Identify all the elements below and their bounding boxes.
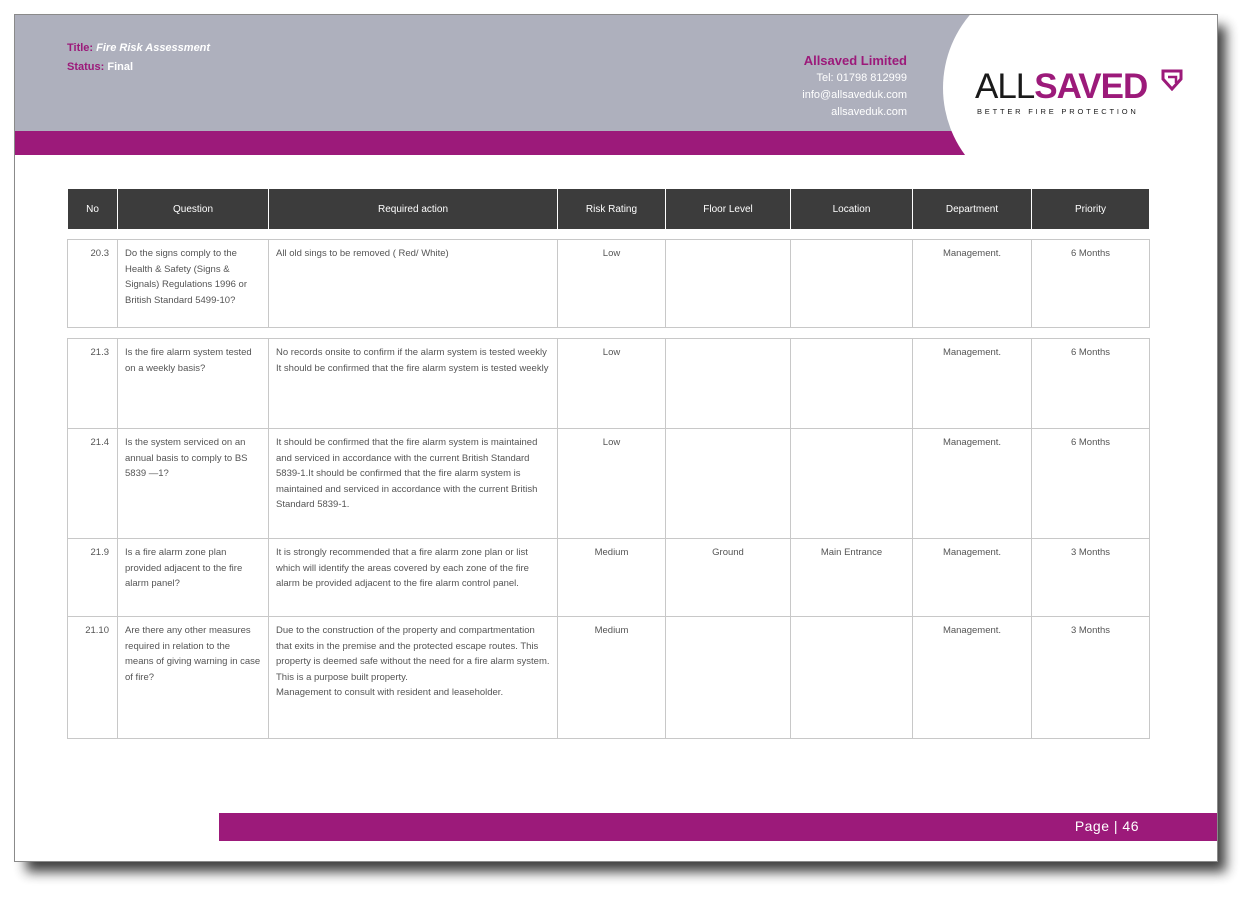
title-label: Title: bbox=[67, 42, 94, 54]
footer-bar bbox=[219, 813, 1217, 841]
cell-question: Is the fire alarm system tested on a weekly basis? bbox=[118, 339, 269, 429]
document-page bbox=[14, 14, 1218, 862]
cell-risk: Low bbox=[558, 240, 666, 328]
cell-question: Is the system serviced on an annual basis to comply to BS 5839 —1? bbox=[118, 429, 269, 539]
table-row bbox=[68, 617, 1150, 739]
status-line bbox=[67, 58, 210, 77]
cell-floor: Ground bbox=[666, 539, 791, 617]
cell-floor bbox=[666, 617, 791, 739]
cell-risk: Medium bbox=[558, 539, 666, 617]
company-contact bbox=[802, 51, 907, 121]
table-row bbox=[68, 339, 1150, 429]
cell-action: Due to the construction of the property and compartmentation that exits in the premise and the protected escape routes. This property is deemed safe without the need for a fire alarm system. This is a purpose built property. Management to consult with resident and leaseholder. bbox=[269, 617, 558, 739]
title-line bbox=[67, 39, 210, 58]
cell-location: Main Entrance bbox=[791, 539, 913, 617]
logo-word-saved: SAVED bbox=[1034, 67, 1148, 106]
cell-floor bbox=[666, 429, 791, 539]
action-table-wrapper bbox=[67, 189, 1149, 739]
company-tel: Tel: 01798 812999 bbox=[816, 72, 907, 84]
cell-location bbox=[791, 429, 913, 539]
column-header: Priority bbox=[1032, 189, 1150, 229]
table-spacer bbox=[68, 328, 1150, 339]
cell-risk: Low bbox=[558, 339, 666, 429]
column-header: Question bbox=[118, 189, 269, 229]
spacer-cell bbox=[68, 328, 1150, 339]
cell-department: Management. bbox=[913, 617, 1032, 739]
table-row bbox=[68, 429, 1150, 539]
cell-department: Management. bbox=[913, 240, 1032, 328]
cell-no: 21.10 bbox=[68, 617, 118, 739]
cell-priority: 3 Months bbox=[1032, 617, 1150, 739]
cell-priority: 6 Months bbox=[1032, 240, 1150, 328]
cell-action: All old sings to be removed ( Red/ White) bbox=[269, 240, 558, 328]
cell-floor bbox=[666, 240, 791, 328]
cell-risk: Low bbox=[558, 429, 666, 539]
spacer-cell bbox=[68, 229, 1150, 240]
cell-no: 21.4 bbox=[68, 429, 118, 539]
cell-action: No records onsite to confirm if the alarm system is tested weekly It should be confirmed that the fire alarm system is tested weekly bbox=[269, 339, 558, 429]
cell-department: Management. bbox=[913, 339, 1032, 429]
column-header: Department bbox=[913, 189, 1032, 229]
page-number: Page | 46 bbox=[1074, 818, 1139, 834]
cell-priority: 6 Months bbox=[1032, 429, 1150, 539]
action-table bbox=[67, 189, 1150, 739]
cell-no: 21.9 bbox=[68, 539, 118, 617]
table-row bbox=[68, 539, 1150, 617]
logo-tagline: BETTER FIRE PROTECTION bbox=[977, 107, 1139, 116]
cell-location bbox=[791, 339, 913, 429]
column-header: Risk Rating bbox=[558, 189, 666, 229]
cell-no: 20.3 bbox=[68, 240, 118, 328]
status-label: Status: bbox=[67, 61, 105, 73]
column-header: Location bbox=[791, 189, 913, 229]
company-email: info@allsaveduk.com bbox=[802, 89, 907, 101]
header-accent-bar bbox=[15, 131, 1015, 155]
cell-no: 21.3 bbox=[68, 339, 118, 429]
company-name: Allsaved Limited bbox=[803, 53, 907, 68]
table-header-row bbox=[68, 189, 1150, 229]
cell-location bbox=[791, 617, 913, 739]
status-value: Final bbox=[107, 61, 134, 73]
cell-question: Are there any other measures required in relation to the means of giving warning in case of fire? bbox=[118, 617, 269, 739]
title-value: Fire Risk Assessment bbox=[96, 42, 211, 54]
column-header: Floor Level bbox=[666, 189, 791, 229]
cell-floor bbox=[666, 339, 791, 429]
cell-action: It should be confirmed that the fire alarm system is maintained and serviced in accordance with the current British Standard 5839-1.It should be confirmed that the fire alarm system is maintained and serviced in accordance with the current British Standard 5839-1. bbox=[269, 429, 558, 539]
cell-question: Is a fire alarm zone plan provided adjacent to the fire alarm panel? bbox=[118, 539, 269, 617]
document-meta bbox=[67, 39, 210, 77]
cell-priority: 6 Months bbox=[1032, 339, 1150, 429]
cell-action: It is strongly recommended that a fire alarm zone plan or list which will identify the areas covered by each zone of the fire alarm be provided adjacent to the fire alarm control panel. bbox=[269, 539, 558, 617]
company-website: allsaveduk.com bbox=[831, 106, 907, 118]
cell-location bbox=[791, 240, 913, 328]
cell-question: Do the signs comply to the Health & Safety (Signs & Signals) Regulations 1996 or British Standard 5499-10? bbox=[118, 240, 269, 328]
allsaved-logo bbox=[975, 67, 1197, 137]
cell-department: Management. bbox=[913, 539, 1032, 617]
shield-arrow-icon bbox=[1161, 69, 1183, 91]
table-row bbox=[68, 240, 1150, 328]
column-header: Required action bbox=[269, 189, 558, 229]
column-header: No bbox=[68, 189, 118, 229]
cell-risk: Medium bbox=[558, 617, 666, 739]
logo-word-all: ALL bbox=[975, 67, 1035, 106]
cell-priority: 3 Months bbox=[1032, 539, 1150, 617]
table-spacer bbox=[68, 229, 1150, 240]
cell-department: Management. bbox=[913, 429, 1032, 539]
